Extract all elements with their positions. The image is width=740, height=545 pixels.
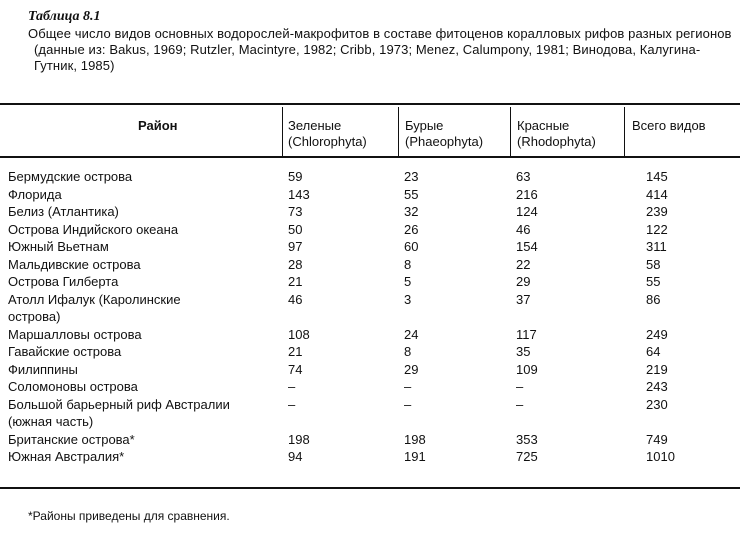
cell-red: – [516,379,524,394]
cell-total: 749 [646,431,668,447]
cell-red: 22 [516,256,531,272]
cell-total: 122 [646,221,668,237]
cell-green: 46 [288,291,303,307]
table-row [6,273,740,291]
table-row [6,186,740,204]
cell-region: Большой барьерный риф Австралии (южная часть) [8,396,230,429]
cell-brown: 5 [404,274,412,289]
cell-red: – [516,396,524,412]
table-label: Таблица 8.1 [28,9,101,24]
cell-red: 63 [516,169,531,184]
table-row [6,361,740,379]
cell-green: 21 [288,274,303,289]
cell-green: 198 [288,431,310,447]
table-caption [28,8,733,74]
cell-region: Острова Индийского океана [8,221,179,237]
cell-brown: 26 [404,221,419,237]
cell-green: 74 [288,361,303,377]
cell-region: Южный Вьетнам [8,239,109,254]
header-red: Красные (Rhodophyta) [517,118,596,149]
cell-green: 143 [288,186,310,202]
cell-green: 108 [288,326,310,342]
cell-brown: 191 [404,449,426,464]
caption-sources: (данные из: Bakus, 1969; Rutzler, Macintyre, 1982; Cribb, 1973; Menez, Calumpony, 1981; Винодова, Калугина-Гутник, 1985) [34,42,701,73]
footnote: *Районы приведены для сравнения. [28,509,230,523]
cell-brown: 29 [404,361,419,377]
table-bottom-rule [0,487,740,489]
cell-green: – [288,379,296,394]
table-row [6,256,740,274]
table-row [6,378,740,396]
header-separator [398,107,399,156]
header-region: Район [138,118,178,133]
cell-region: Острова Гилберта [8,274,119,289]
cell-region: Белиз (Атлантика) [8,204,119,219]
header-bottom-rule [0,156,740,158]
cell-region: Соломоновы острова [8,379,138,394]
cell-brown: – [404,379,412,394]
cell-brown: 8 [404,256,412,272]
cell-region: Атолл Ифалук (Каролинские острова) [8,291,181,324]
cell-brown: 198 [404,431,426,447]
cell-brown: 55 [404,186,419,202]
table-row [6,326,740,344]
table-row [6,238,740,256]
cell-red: 725 [516,449,538,464]
table-top-rule [0,103,740,105]
cell-total: 145 [646,169,668,184]
cell-region: Южная Австралия* [8,449,125,464]
cell-green: 94 [288,449,303,464]
header-brown: Бурые (Phaeophyta) [405,118,484,149]
cell-red: 353 [516,431,538,447]
cell-brown: – [404,396,412,412]
cell-red: 35 [516,344,531,359]
cell-total: 230 [646,396,668,412]
cell-brown: 23 [404,169,419,184]
cell-green: 50 [288,221,303,237]
cell-region: Маршалловы острова [8,326,142,342]
table-row [6,168,740,186]
header-green: Зеленые (Chlorophyta) [288,118,367,149]
cell-total: 55 [646,274,661,289]
cell-red: 154 [516,239,538,254]
cell-red: 109 [516,361,538,377]
table-row [6,203,740,221]
cell-red: 117 [516,326,537,342]
cell-brown: 32 [404,204,419,219]
cell-total: 219 [646,361,668,377]
cell-brown: 3 [404,291,412,307]
header-separator [624,107,625,156]
table-body [6,168,740,466]
cell-green: 59 [288,169,303,184]
cell-total: 58 [646,256,661,272]
cell-total: 414 [646,186,668,202]
cell-red: 124 [516,204,538,219]
cell-red: 216 [516,186,538,202]
cell-total: 1010 [646,449,675,464]
cell-region: Филиппины [8,361,78,377]
table-row [6,396,740,431]
table-row [6,431,740,449]
caption-text: Общее число видов основных водорослей-макрофитов в составе фитоценов коралловых рифов разных регионов [28,26,732,41]
cell-brown: 24 [404,326,419,342]
cell-total: 311 [646,239,667,254]
cell-green: 21 [288,344,303,359]
table-row [6,448,740,466]
table-row [6,343,740,361]
cell-region: Мальдивские острова [8,256,141,272]
cell-region: Бермудские острова [8,169,133,184]
cell-green: 73 [288,204,303,219]
cell-brown: 8 [404,344,412,359]
cell-total: 239 [646,204,668,219]
cell-total: 64 [646,344,661,359]
cell-green: – [288,396,296,412]
cell-red: 29 [516,274,531,289]
cell-region: Британские острова* [8,431,135,447]
cell-total: 86 [646,291,661,307]
table-row [6,221,740,239]
header-separator [510,107,511,156]
cell-green: 97 [288,239,303,254]
table-row [6,291,740,326]
cell-red: 46 [516,221,531,237]
cell-total: 243 [646,379,668,394]
cell-total: 249 [646,326,668,342]
cell-green: 28 [288,256,303,272]
cell-region: Флорида [8,186,62,202]
cell-red: 37 [516,291,531,307]
cell-brown: 60 [404,239,419,254]
header-total: Всего видов [632,118,706,133]
header-separator [282,107,283,156]
cell-region: Гавайские острова [8,344,122,359]
